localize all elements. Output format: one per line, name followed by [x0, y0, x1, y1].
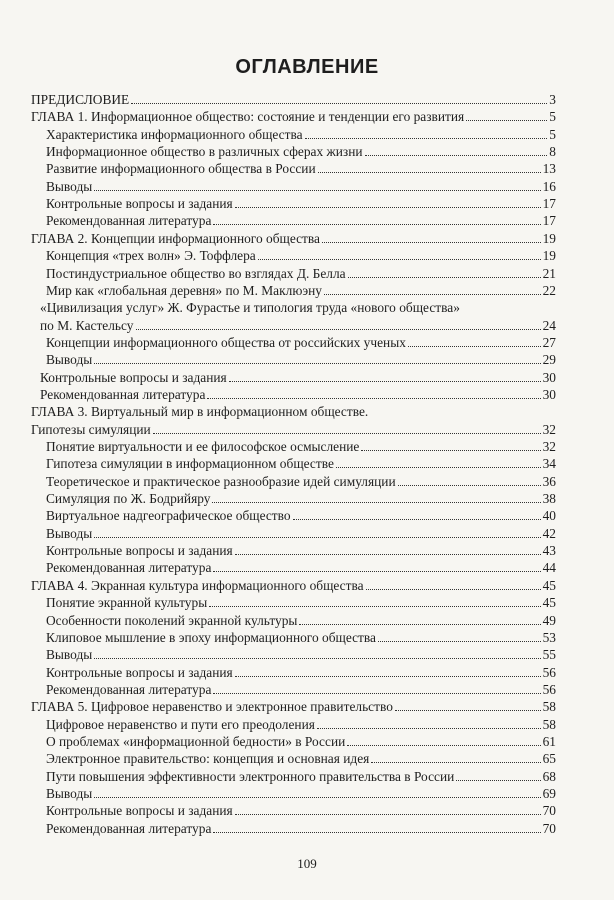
dot-leader [235, 676, 541, 677]
dot-leader [153, 433, 541, 434]
dot-leader [398, 485, 541, 486]
toc-section-entry[interactable] [46, 490, 556, 507]
toc-page-number: 22 [542, 282, 556, 298]
toc-entry-title: О проблемах «информационной бедности» в России [46, 733, 346, 749]
toc-entry-title: ГЛАВА 4. Экранная культура информационного общества [31, 577, 364, 593]
dot-leader [235, 814, 541, 815]
dot-leader [212, 502, 540, 503]
toc-page-number: 68 [542, 768, 556, 784]
dot-leader [348, 277, 541, 278]
dot-leader [305, 138, 548, 139]
toc-section-entry[interactable] [46, 716, 556, 733]
toc-entry-title: Контрольные вопросы и задания [46, 664, 233, 680]
toc-entry-title: Гипотезы симуляции [31, 421, 151, 437]
toc-page-number: 43 [542, 543, 556, 559]
toc-section-entry[interactable] [46, 733, 556, 750]
toc-section-entry[interactable] [46, 282, 556, 299]
toc-chapter-entry[interactable] [31, 421, 556, 438]
toc-page-number: 49 [542, 612, 556, 628]
toc-section-entry[interactable] [46, 542, 556, 559]
toc-entry-title: Характеристика информационного общества [46, 126, 303, 142]
toc-page-number: 29 [542, 352, 556, 368]
toc-entry-title: ГЛАВА 2. Концепции информационного общества [31, 230, 320, 246]
toc-page-number: 58 [542, 716, 556, 732]
toc-page-number: 40 [542, 508, 556, 524]
toc-page-number: 21 [542, 265, 556, 281]
toc-section-entry[interactable] [46, 750, 556, 767]
toc-entry-title: Выводы [46, 647, 93, 663]
toc-entry-title: Информационное общество в различных сферах жизни [46, 144, 363, 160]
toc-entry-title: Контрольные вопросы и задания [46, 196, 233, 212]
toc-page-number: 61 [542, 733, 556, 749]
toc-entry-title: Концепция «трех волн» Э. Тоффлера [46, 248, 256, 264]
toc-entry-title: Выводы [46, 178, 93, 194]
toc-page-number: 65 [542, 751, 556, 767]
toc-section-entry[interactable] [46, 126, 556, 143]
toc-chapter-entry[interactable] [31, 230, 556, 247]
toc-entry-title: Понятие экранной культуры [46, 595, 208, 611]
toc-page-number: 8 [549, 144, 556, 160]
toc-entry-title: ГЛАВА 1. Информационное общество: состояние и тенденции его развития [31, 109, 465, 125]
toc-chapter-entry[interactable] [31, 91, 556, 108]
toc-entry-title: Выводы [46, 786, 93, 801]
toc-section-entry[interactable] [46, 820, 556, 837]
dot-leader [258, 259, 541, 260]
toc-page-number: 69 [542, 786, 556, 801]
dot-leader [456, 780, 540, 781]
toc-entry-title: Особенности поколений экранной культуры [46, 612, 298, 628]
page-title: ОГЛАВЛЕНИЕ [235, 56, 379, 78]
toc-entry-title: Рекомендованная литература [46, 213, 212, 229]
toc-page-number: 19 [542, 248, 556, 264]
toc-entry-title: Рекомендованная литература [46, 820, 212, 836]
toc-entry-title: Рекомендованная литература [46, 681, 212, 697]
toc-entry-line: ГЛАВА 3. Виртуальный мир в информационном обществе. [31, 404, 369, 420]
toc-page-number: 36 [542, 473, 556, 489]
toc-section-entry[interactable] [46, 247, 556, 264]
toc-page-number: 34 [542, 456, 556, 472]
dot-leader [94, 363, 540, 364]
toc-page-number: 38 [542, 491, 556, 507]
dot-leader [94, 190, 540, 191]
toc-page-number: 56 [542, 681, 556, 697]
dot-leader [361, 450, 540, 451]
toc-chapter-entry[interactable] [31, 698, 556, 715]
toc-entry-title: Пути повышения эффективности электронного правительства в России [46, 768, 455, 784]
toc-entry-title: Клиповое мышление в эпоху информационного общества [46, 629, 376, 645]
toc-page-number: 3 [549, 92, 556, 107]
dot-leader [213, 571, 540, 572]
toc-entry-title: Мир как «глобальная деревня» по М. Маклюэну [46, 282, 322, 298]
toc-entry-title: Контрольные вопросы и задания [40, 369, 227, 385]
dot-leader [347, 745, 540, 746]
toc-page-number: 24 [542, 317, 556, 333]
toc-page-number: 53 [542, 629, 556, 645]
dot-leader [213, 224, 540, 225]
toc-entry-title: Рекомендованная литература [40, 386, 206, 402]
dot-leader [209, 606, 540, 607]
toc-section-entry[interactable] [46, 664, 556, 681]
dot-leader [299, 624, 540, 625]
toc-page-number: 45 [542, 577, 556, 593]
toc-entry-line: «Цивилизация услуг» Ж. Фурастье и типология труда «нового общества» [40, 300, 460, 316]
toc-chapter-entry[interactable] [31, 108, 556, 125]
toc-section-entry[interactable] [46, 594, 556, 611]
toc-entry-title: ПРЕДИСЛОВИЕ [31, 92, 130, 107]
dot-leader [365, 155, 548, 156]
dot-leader [229, 381, 541, 382]
toc-section-entry[interactable] [46, 629, 556, 646]
toc-entry-title: Контрольные вопросы и задания [46, 543, 233, 559]
dot-leader [213, 693, 540, 694]
toc-page-number: 27 [542, 334, 556, 350]
dot-leader [317, 728, 541, 729]
dot-leader [94, 537, 540, 538]
toc-entry-title: Концепции информационного общества от российских ученых [46, 334, 406, 350]
toc-entry-title: Выводы [46, 525, 93, 541]
toc-section-entry[interactable] [46, 681, 556, 698]
dot-leader [322, 242, 541, 243]
toc-section-entry[interactable] [40, 386, 556, 403]
dot-leader [235, 207, 541, 208]
toc-section-entry[interactable] [46, 455, 556, 472]
toc-entry-title: по М. Кастельсу [40, 317, 134, 333]
dot-leader [366, 589, 541, 590]
toc-page-number: 58 [542, 699, 556, 715]
toc-page-number: 44 [542, 560, 556, 576]
toc-page-number: 17 [542, 196, 556, 212]
dot-leader [94, 797, 540, 798]
toc-section-entry[interactable] [46, 438, 556, 455]
toc-entry-title: Теоретическое и практическое разнообразие идей симуляции [46, 473, 396, 489]
dot-leader [136, 329, 541, 330]
toc-page-number: 30 [542, 386, 556, 402]
toc-page-number: 30 [542, 369, 556, 385]
toc-section-entry[interactable] [46, 265, 556, 282]
toc-page-number: 70 [542, 803, 556, 819]
toc-page-number: 55 [542, 647, 556, 663]
toc-entry-title: Выводы [46, 352, 93, 368]
toc-section-entry[interactable] [40, 369, 556, 386]
toc-section-entry[interactable] [46, 143, 556, 160]
toc-section-entry[interactable] [46, 646, 556, 663]
toc-page-number: 17 [542, 213, 556, 229]
dot-leader [318, 172, 541, 173]
toc-section-entry[interactable] [46, 473, 556, 490]
dot-leader [131, 103, 547, 104]
dot-leader [235, 554, 541, 555]
toc-entry-title: Рекомендованная литература [46, 560, 212, 576]
dot-leader [293, 519, 541, 520]
toc-section-entry[interactable] [46, 212, 556, 229]
toc-page-number: 19 [542, 230, 556, 246]
toc-page-number: 56 [542, 664, 556, 680]
toc-section-entry[interactable] [46, 525, 556, 542]
toc-section-entry[interactable] [46, 195, 556, 212]
toc-page-number: 5 [549, 109, 556, 125]
page-number: 109 [297, 856, 317, 871]
toc-section-entry[interactable] [46, 160, 556, 177]
dot-leader [466, 120, 547, 121]
dot-leader [207, 398, 540, 399]
toc-section-entry[interactable] [46, 507, 556, 524]
toc-page-number: 32 [542, 439, 556, 454]
dot-leader [336, 467, 541, 468]
toc-section-entry[interactable] [46, 334, 556, 351]
toc-chapter-entry[interactable] [31, 577, 556, 594]
toc-entry-title: Цифровое неравенство и пути его преодоления [46, 716, 315, 732]
toc-section-entry[interactable] [46, 785, 556, 802]
toc-entry-title: ГЛАВА 5. Цифровое неравенство и электронное правительство [31, 699, 393, 715]
toc-page-number: 13 [542, 161, 556, 177]
dot-leader [378, 641, 541, 642]
toc-entry-title: Симуляция по Ж. Бодрийяру [46, 491, 211, 507]
toc-page-number: 16 [542, 178, 556, 194]
toc-section-entry[interactable] [46, 178, 556, 195]
toc-entry-title: Развитие информационного общества в России [46, 161, 316, 177]
toc-entry-title: Электронное правительство: концепция и основная идея [46, 751, 370, 767]
toc-section-entry[interactable] [46, 802, 556, 819]
dot-leader [213, 832, 540, 833]
toc-page-number: 32 [542, 421, 556, 437]
toc-entry-title: Гипотеза симуляции в информационном обществе [46, 456, 334, 472]
toc-page-number: 70 [542, 820, 556, 836]
toc-section-entry[interactable] [40, 317, 556, 334]
toc-page-number: 42 [542, 525, 556, 541]
dot-leader [324, 294, 541, 295]
toc-entry-title: Постиндустриальное общество во взглядах Д. Белла [46, 265, 346, 281]
dot-leader [408, 346, 541, 347]
toc-page-number: 45 [542, 595, 556, 611]
dot-leader [371, 762, 540, 763]
toc-entry-title: Понятие виртуальности и ее философское осмысление [46, 439, 360, 454]
dot-leader [395, 710, 541, 711]
toc-section-entry[interactable] [46, 559, 556, 576]
toc-page-number: 5 [549, 126, 556, 142]
toc-section-entry[interactable] [46, 612, 556, 629]
toc-section-entry[interactable] [46, 768, 556, 785]
toc-entry-title: Виртуальное надгеографическое общество [46, 508, 291, 524]
toc-section-entry[interactable] [46, 351, 556, 368]
toc-entry-title: Контрольные вопросы и задания [46, 803, 233, 819]
dot-leader [94, 658, 540, 659]
